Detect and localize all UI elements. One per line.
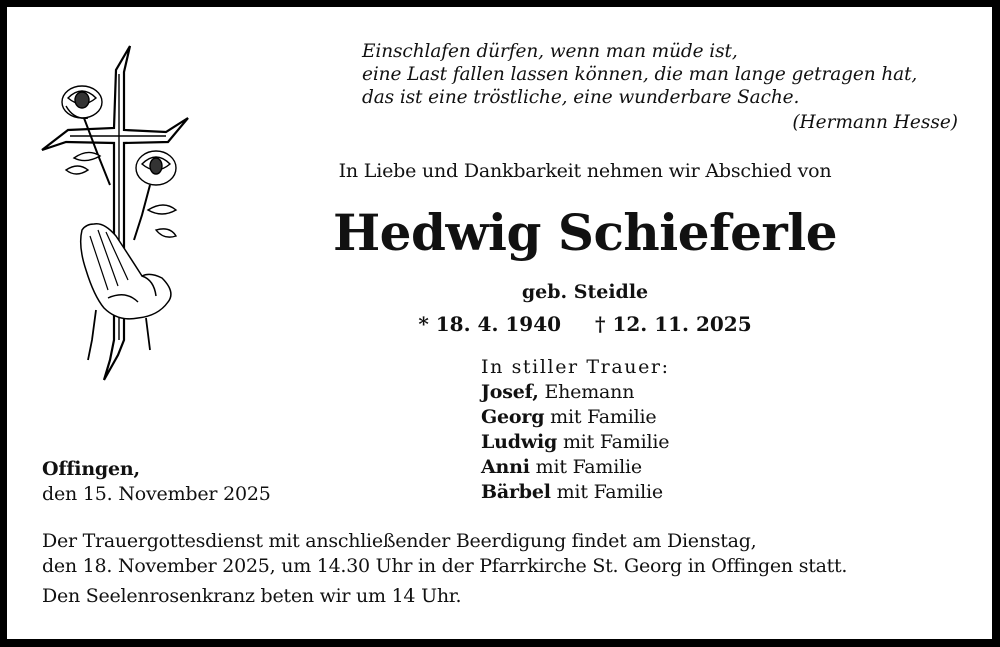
mourners-heading: In stiller Trauer:: [481, 356, 670, 378]
mourner-entry: [481, 380, 670, 405]
mourner-entry: [481, 480, 670, 505]
mourner-entry: [481, 455, 670, 480]
quote-line: Einschlafen dürfen, wenn man müde ist,: [362, 41, 738, 62]
mourner-entry: [481, 430, 670, 455]
cross-with-roses-and-praying-hands-icon: [38, 40, 198, 385]
maiden-name: geb. Steidle: [521, 281, 649, 303]
mourner-name: Anni: [481, 456, 530, 478]
life-dates: [300, 312, 870, 336]
mourner-relation: mit Familie: [529, 456, 642, 478]
deceased-name: Hedwig Schieferle: [332, 203, 838, 262]
service-line: den 18. November 2025, um 14.30 Uhr in der Pfarrkirche St. Georg in Offingen statt.: [42, 555, 848, 577]
mourner-name: Bärbel: [481, 481, 551, 503]
service-line: Der Trauergottesdienst mit anschließender Beerdigung findet am Dienstag,: [42, 530, 757, 552]
quote-author: (Hermann Hesse): [792, 112, 958, 133]
mourner-entry: [481, 405, 670, 430]
intro-text: In Liebe und Dankbarkeit nehmen wir Abschied von: [338, 160, 832, 182]
mourners-list: [481, 355, 670, 505]
place-and-date: [42, 457, 271, 507]
place: Offingen,: [42, 458, 140, 480]
mourner-name: Ludwig: [481, 431, 558, 453]
quote-line: eine Last fallen lassen können, die man lange getragen hat,: [362, 64, 918, 85]
mourner-relation: mit Familie: [557, 431, 670, 453]
rosary-line: Den Seelenrosenkranz beten wir um 14 Uhr.: [42, 585, 462, 607]
mourner-name: Josef,: [481, 381, 539, 403]
birth-date: * 18. 4. 1940: [418, 312, 562, 336]
death-date: † 12. 11. 2025: [595, 312, 752, 336]
mourner-name: Georg: [481, 406, 545, 428]
service-info: [42, 529, 847, 609]
mourner-relation: Ehemann: [538, 381, 635, 403]
notice-date: den 15. November 2025: [42, 483, 271, 505]
quote-line: das ist eine tröstliche, eine wunderbare Sache.: [362, 87, 800, 108]
hesse-quote: [362, 40, 917, 109]
mourner-relation: mit Familie: [544, 406, 657, 428]
mourner-relation: mit Familie: [550, 481, 663, 503]
